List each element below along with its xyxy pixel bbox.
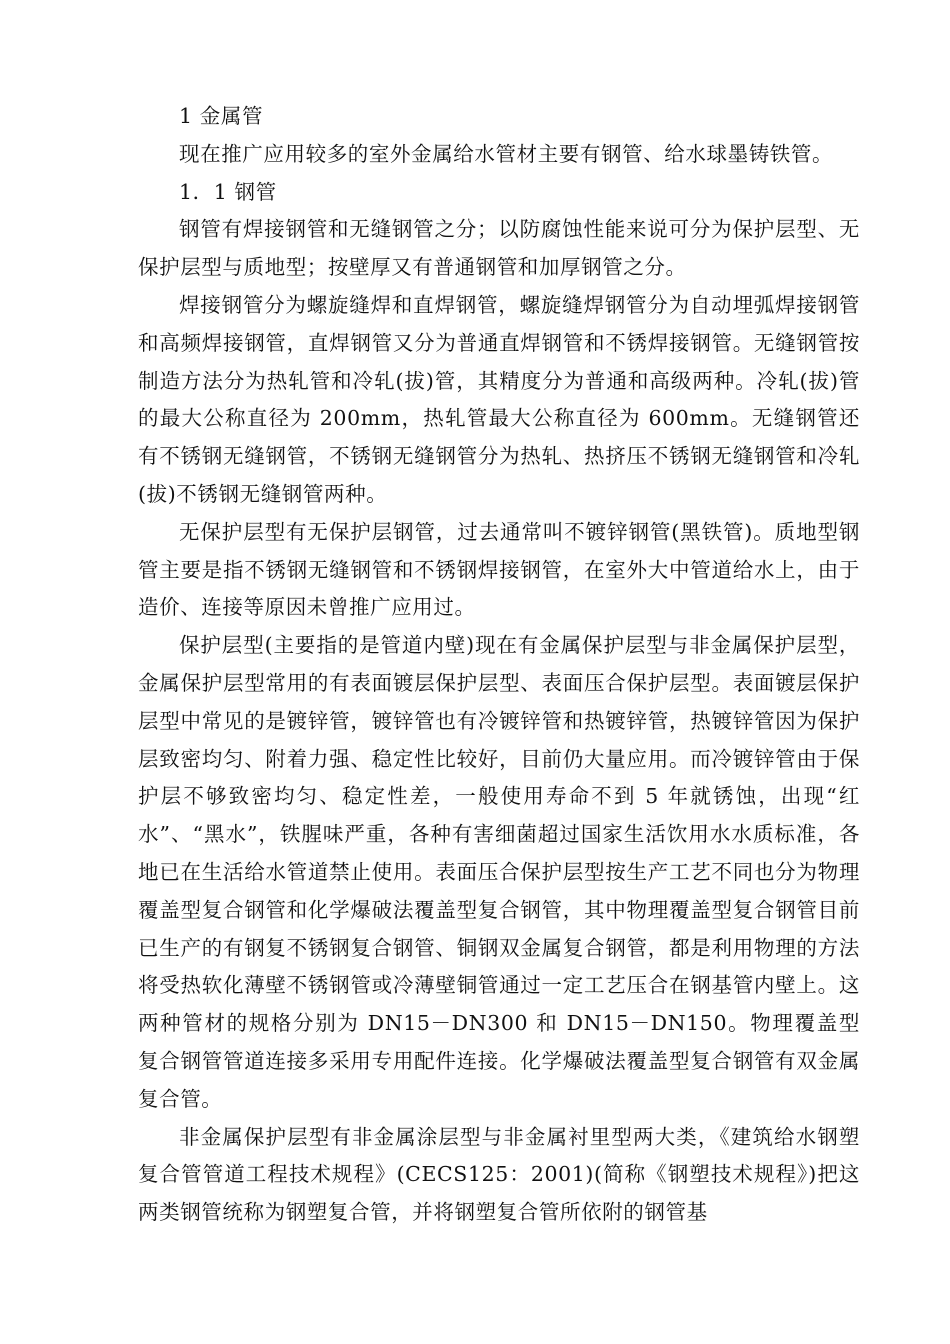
paragraph-welded-seamless: 焊接钢管分为螺旋缝焊和直焊钢管，螺旋缝焊钢管分为自动埋弧焊接钢管和高频焊接钢管，直焊钢管又分为普通直焊钢管和不锈焊接钢管。无缝钢管按制造方法分为热轧管和冷轧(拔)管，其精度分为普通和高级两种。冷轧(拔)管的最大公称直径为 200mm，热轧管最大公称直径为 600mm。无缝钢管还有不锈钢无缝钢管，不锈钢无缝钢管分为热轧、热挤压不锈钢无缝钢管和冷轧(拔)不锈钢无缝钢管两种。 — [138, 292, 860, 506]
paragraph-steel-pipe-types: 钢管有焊接钢管和无缝钢管之分；以防腐蚀性能来说可分为保护层型、无保护层型与质地型；按壁厚又有普通钢管和加厚钢管之分。 — [138, 217, 860, 280]
intro-paragraph: 现在推广应用较多的室外金属给水管材主要有钢管、给水球墨铸铁管。 — [179, 141, 834, 166]
paragraph-nonmetal-protected: 非金属保护层型有非金属涂层型与非金属衬里型两大类，《建筑给水钢塑复合管管道工程技术规程》(CECS125：2001)(简称《钢塑技术规程》)把这两类钢管统称为钢塑复合管，并将钢塑复合管所依附的钢管基 — [138, 1124, 860, 1225]
section-heading-metal-pipe: 1 金属管 — [179, 104, 264, 128]
paragraph-protected-type: 保护层型(主要指的是管道内壁)现在有金属保护层型与非金属保护层型，金属保护层型常用的有表面镀层保护层型、表面压合保护层型。表面镀层保护层型中常见的是镀锌管，镀锌管也有冷镀锌管和热镀锌管，热镀锌管因为保护层致密均匀、附着力强、稳定性比较好，目前仍大量应用。而冷镀锌管由于保护层不够致密均匀、稳定性差，一般使用寿命不到 5 年就锈蚀，出现“红水”、“黑水”，铁腥味严重，各种有害细菌超过国家生活饮用水水质标准，各地已在生活给水管道禁止使用。表面压合保护层型按生产工艺不同也分为物理覆盖型复合钢管和化学爆破法覆盖型复合钢管，其中物理覆盖型复合钢管目前已生产的有钢复不锈钢复合钢管、铜钢双金属复合钢管，都是利用物理的方法将受热软化薄壁不锈钢管或冷薄壁铜管通过一定工艺压合在钢基管内壁上。这两种管材的规格分别为 DN15－DN300 和 DN15－DN150。物理覆盖型复合钢管管道连接多采用专用配件连接。化学爆破法覆盖型复合钢管有双金属复合管。 — [138, 633, 860, 1111]
paragraph-unprotected-type: 无保护层型有无保护层钢管，过去通常叫不镀锌钢管(黑铁管)。质地型钢管主要是指不锈钢无缝钢管和不锈钢焊接钢管，在室外大中管道给水上，由于造价、连接等原因未曾推广应用过。 — [138, 519, 860, 620]
section-heading-steel-pipe: 1．1 钢管 — [179, 179, 277, 204]
document-body — [138, 98, 860, 1232]
